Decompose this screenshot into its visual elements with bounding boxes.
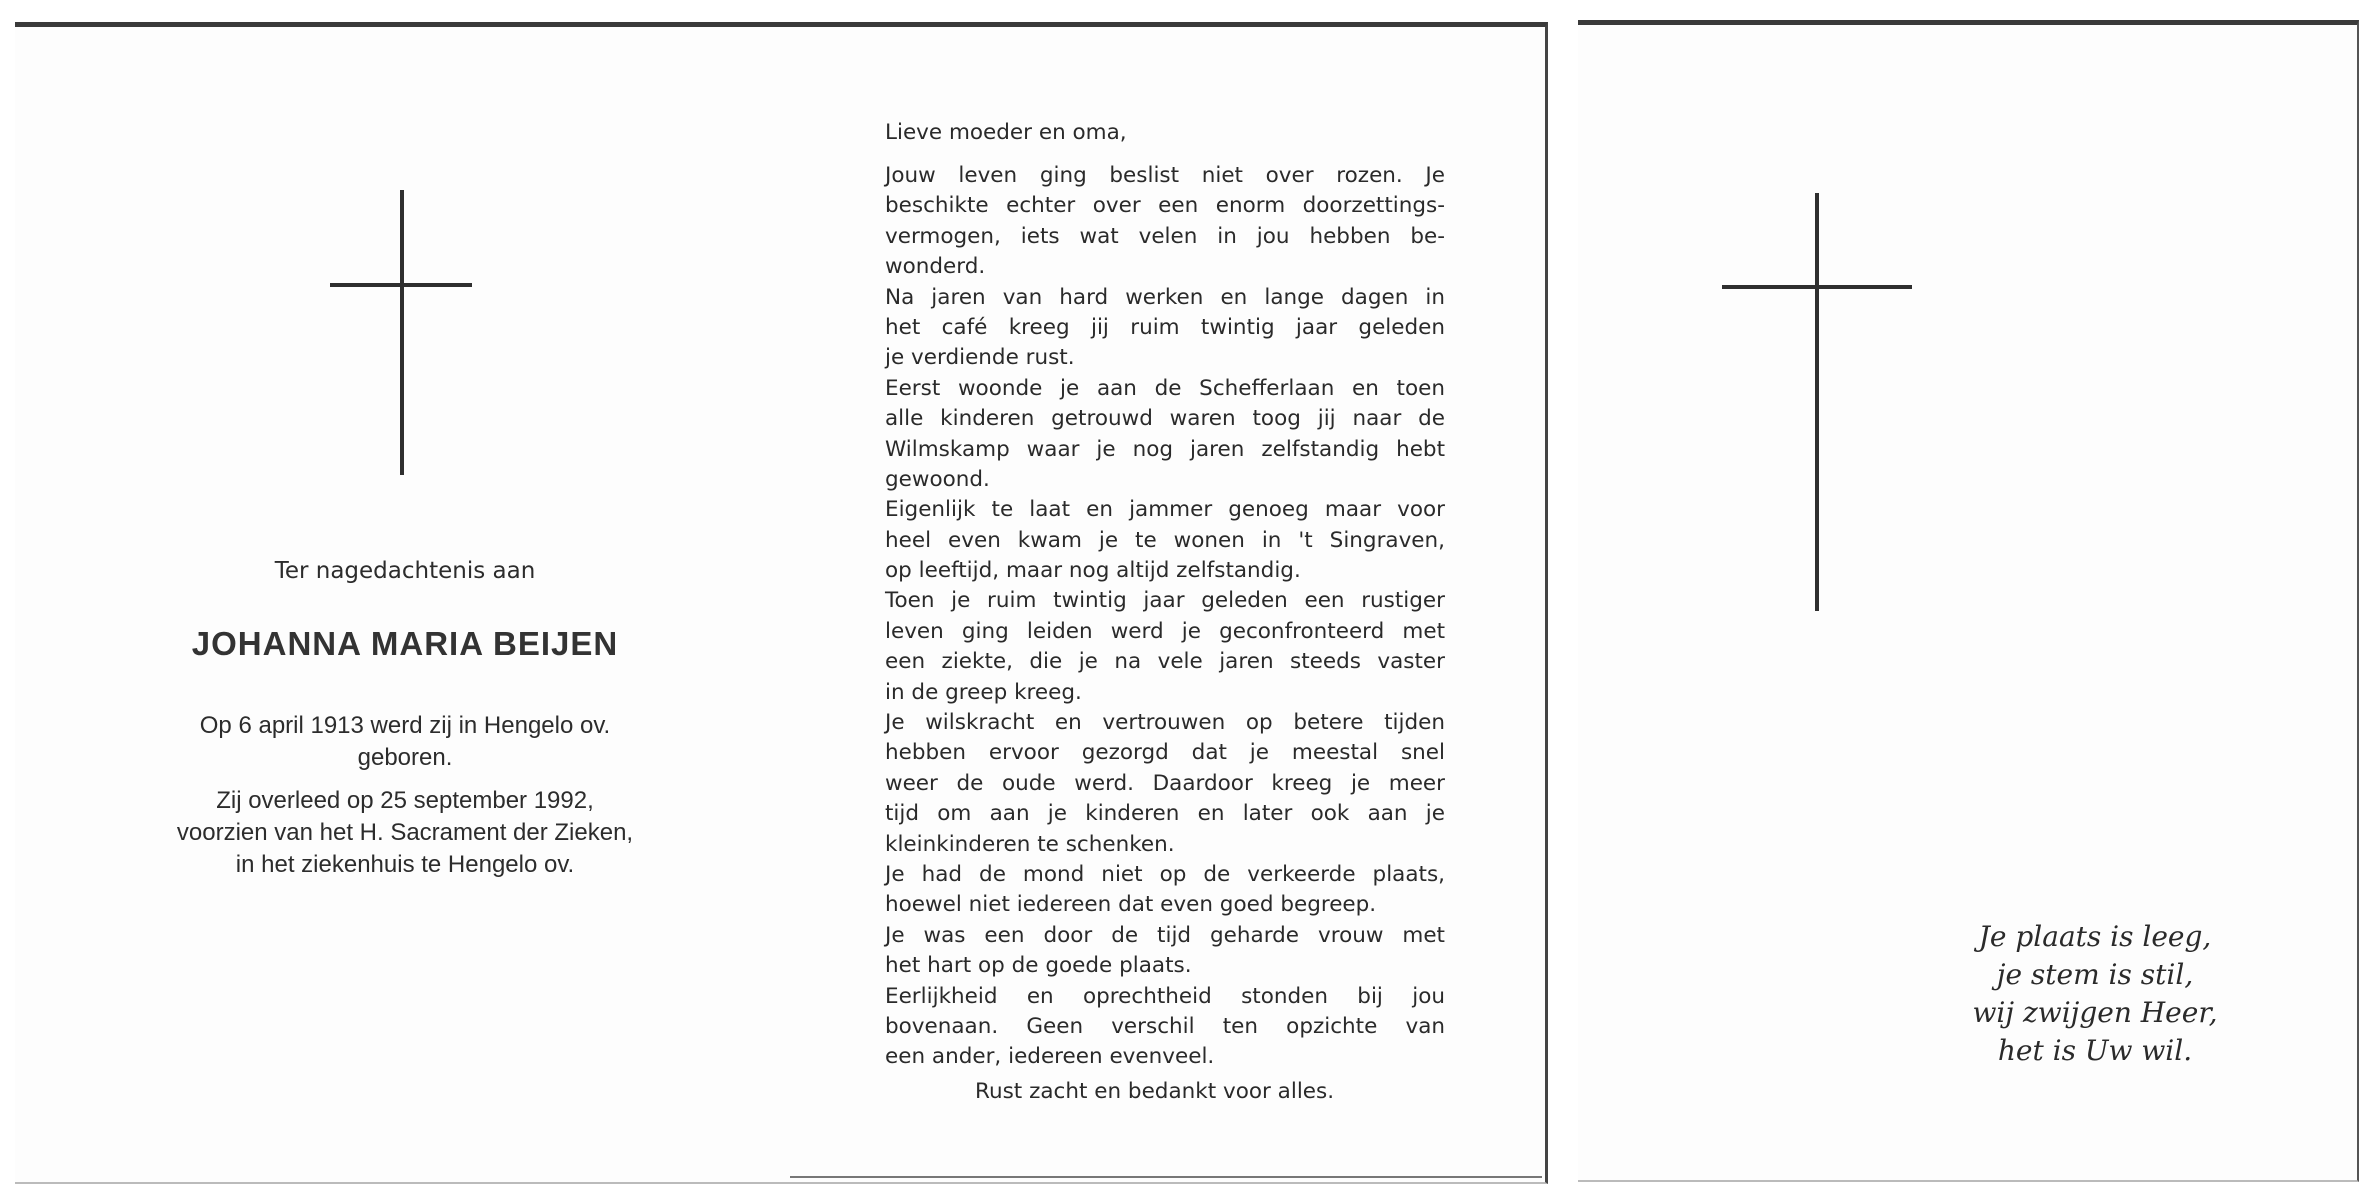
memorial-poem: [1930, 918, 2260, 1070]
letter-line: Je wilskracht en vertrouwen op betere tijden: [885, 710, 1445, 736]
death-line: Zij overleed op 25 september 1992,: [216, 787, 594, 814]
birth-line: geboren.: [357, 744, 453, 771]
letter-line: Eerst woonde je aan de Schefferlaan en toen: [885, 375, 1445, 401]
letter-line: het hart op de goede plaats.: [885, 953, 1192, 979]
letter-line: Wilmskamp waar je nog jaren zelfstandig hebt: [885, 436, 1445, 462]
card-edge-line: [790, 1176, 1542, 1178]
letter-line: op leeftijd, maar nog altijd zelfstandig.: [885, 558, 1301, 584]
farewell-letter: [885, 118, 1445, 1107]
letter-line: Eigenlijk te laat en jammer genoeg maar voor: [885, 497, 1445, 523]
cross-icon: [330, 190, 472, 475]
letter-line: het café kreeg jij ruim twintig jaar geleden: [885, 314, 1445, 340]
letter-line: vermogen, iets wat velen in jou hebben be-: [885, 223, 1445, 249]
death-line: in het ziekenhuis te Hengelo ov.: [235, 851, 575, 878]
letter-line: beschikte echter over een enorm doorzettings-: [885, 193, 1445, 219]
letter-line: Jouw leven ging beslist niet over rozen. Je: [885, 163, 1445, 188]
birth-statement: [130, 710, 680, 774]
letter-line: je verdiende rust.: [885, 345, 1075, 371]
death-statement: [110, 785, 700, 881]
letter-greeting: Lieve moeder en oma,: [885, 120, 1127, 145]
death-line: voorzien van het H. Sacrament der Zieken,: [176, 819, 634, 846]
birth-line: Op 6 april 1913 werd zij in Hengelo ov.: [199, 712, 611, 739]
letter-line: kleinkinderen te schenken.: [885, 831, 1175, 857]
letter-line: een ander, iedereen evenveel.: [885, 1044, 1215, 1070]
letter-line: Toen je ruim twintig jaar geleden een rustiger: [885, 588, 1445, 614]
letter-line: hoewel niet iedereen dat even goed begreep.: [885, 892, 1377, 918]
letter-line: bovenaan. Geen verschil ten opzichte van: [885, 1013, 1445, 1039]
letter-line: alle kinderen getrouwd waren toog jij naar de: [885, 406, 1445, 432]
poem-line: wij zwijgen Heer,: [1972, 996, 2218, 1029]
letter-line: heel even kwam je te wonen in 't Singraven,: [885, 527, 1445, 553]
poem-line: je stem is stil,: [1996, 958, 2194, 991]
deceased-name: JOHANNA MARIA BEIJEN: [191, 625, 619, 662]
letter-line: in de greep kreeg.: [885, 679, 1082, 705]
poem-line: het is Uw wil.: [1997, 1034, 2193, 1067]
poem-line: Je plaats is leeg,: [1978, 920, 2212, 953]
letter-line: Na jaren van hard werken en lange dagen in: [885, 284, 1445, 310]
letter-line: weer de oude werd. Daardoor kreeg je meer: [885, 770, 1445, 796]
memorial-intro: Ter nagedachtenis aan: [274, 558, 536, 584]
letter-line: een ziekte, die je na vele jaren steeds vaster: [885, 649, 1445, 675]
letter-line: wonderd.: [885, 254, 986, 280]
letter-line: leven ging leiden werd je geconfronteerd met: [885, 618, 1445, 644]
letter-line: hebben ervoor gezorgd dat je meestal snel: [885, 740, 1445, 766]
letter-line: Eerlijkheid en oprechtheid stonden bij jou: [885, 983, 1445, 1009]
letter-closing: Rust zacht en bedankt voor alles.: [975, 1078, 1335, 1104]
cross-icon: [1722, 193, 1912, 611]
letter-line: Je had de mond niet op de verkeerde plaats,: [885, 861, 1445, 887]
letter-line: Je was een door de tijd geharde vrouw met: [885, 922, 1445, 948]
letter-line: gewoond.: [885, 466, 990, 492]
letter-line: tijd om aan je kinderen en later ook aan je: [885, 801, 1445, 827]
